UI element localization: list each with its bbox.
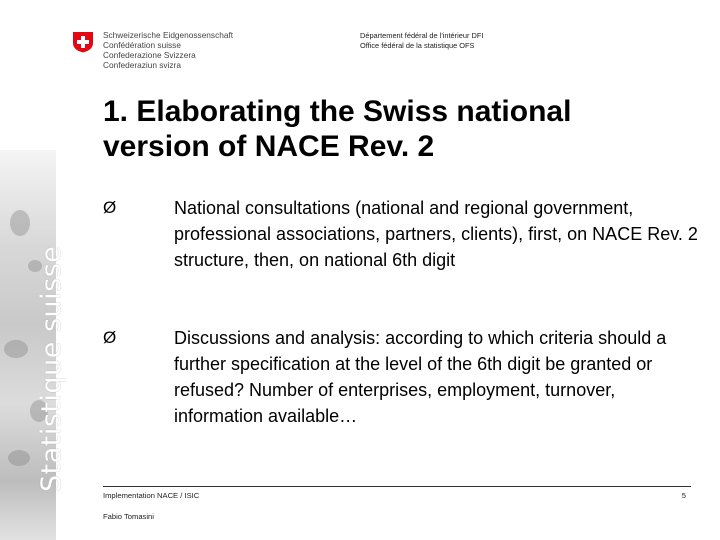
department-name: Département fédéral de l'intérieur DFI <box>360 31 484 40</box>
slide-title-line2: version of NACE Rev. 2 <box>103 130 435 163</box>
confederation-name-rm: Confederaziun svizra <box>103 60 181 70</box>
footer-divider <box>103 486 691 487</box>
office-name: Office fédéral de la statistique OFS <box>360 41 475 50</box>
confederation-name-it: Confederazione Svizzera <box>103 50 196 60</box>
slide-title-line1: 1. Elaborating the Swiss national <box>103 95 572 128</box>
arrow-bullet-icon: Ø <box>103 198 117 217</box>
sidebar-brand-text: Statistique suisse <box>36 245 67 492</box>
arrow-bullet-icon: Ø <box>103 328 117 347</box>
confederation-names <box>103 30 233 70</box>
confederation-name-fr: Confédération suisse <box>103 40 181 50</box>
slide-title <box>103 94 703 164</box>
department-info <box>360 31 483 51</box>
bullet-text: National consultations (national and regional government, professional associations, partners, clients), first, on NACE Rev. 2 structure, then, on national 6th digit <box>174 198 698 270</box>
bullet-text: Discussions and analysis: according to which criteria should a further specification at the level of the 6th digit be granted or refused? Number of enterprises, employment, turnover, information available… <box>174 328 667 426</box>
footer-presentation-title: Implementation NACE / ISIC <box>103 491 200 500</box>
page-number: 5 <box>681 491 686 500</box>
confederation-name-de: Schweizerische Eidgenossenschaft <box>103 30 234 40</box>
footer-author: Fabio Tomasini <box>103 512 154 521</box>
swiss-cross-icon <box>72 31 94 53</box>
